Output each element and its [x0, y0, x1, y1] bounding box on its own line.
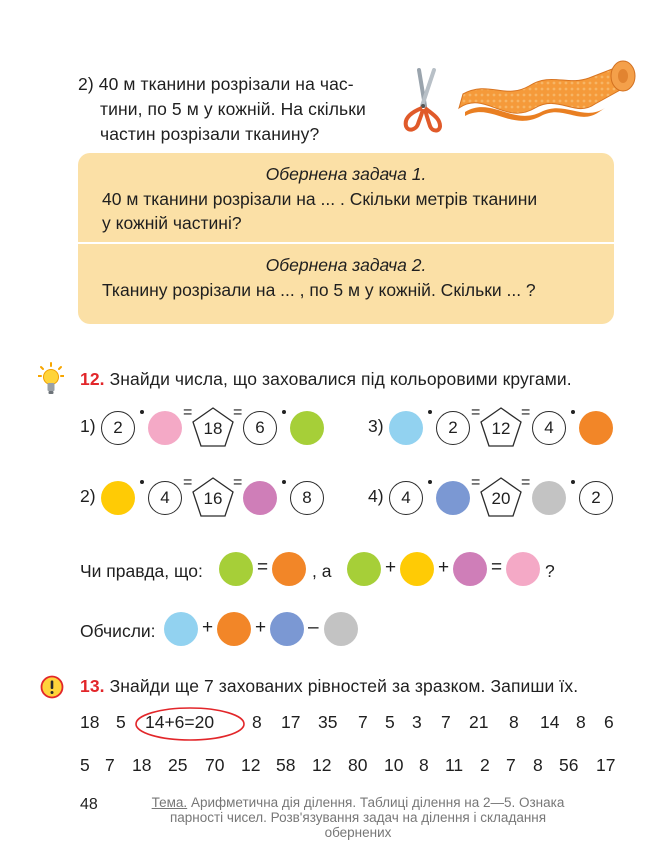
exclamation-icon — [40, 675, 64, 699]
number-cell: 8 — [509, 712, 519, 732]
equation-3-label: 3) — [368, 416, 384, 436]
number-cell: 8 — [252, 712, 262, 732]
equation-4-value-a: 4 — [401, 488, 411, 507]
plus-sign: + — [255, 617, 267, 638]
multiply-dot — [571, 410, 575, 414]
equation-2-label: 2) — [80, 486, 96, 506]
number-cell: 17 — [281, 712, 301, 732]
equation-1-circle-a — [101, 411, 135, 445]
equation-4-value-p: 20 — [491, 489, 511, 508]
hidden-circle-sky — [389, 411, 423, 445]
task-12-number: 12. — [80, 369, 105, 389]
number-cell: 18 — [80, 712, 100, 732]
equation-4-label: 4) — [368, 486, 384, 506]
number-cell: 17 — [596, 755, 616, 775]
equation-3-circle-c — [532, 411, 566, 445]
hidden-circle-blue — [436, 481, 470, 515]
equation-1-value-c: 6 — [255, 418, 265, 437]
equals-sign: = — [471, 404, 481, 421]
hidden-circle-lime — [290, 411, 324, 445]
equation-3-value-c: 4 — [544, 418, 554, 437]
number-cell: 5 — [385, 712, 395, 732]
equation-2-value-p: 16 — [203, 489, 223, 508]
number-cell: 6 — [604, 712, 614, 732]
hidden-circle-orange — [579, 411, 613, 445]
inverse-task-1-text-a: 40 м тканини розрізали на ... . Скільки метрів тканини — [102, 189, 538, 209]
number-cell: 21 — [469, 712, 489, 732]
task-12-header — [80, 367, 572, 392]
number-cell: 10 — [384, 755, 404, 775]
hidden-circle-yellow — [400, 552, 434, 586]
number-cell: 5 — [80, 755, 90, 775]
number-cell: 7 — [358, 712, 368, 732]
sample-equation: 14+6=20 — [145, 712, 215, 732]
problem-2-number: 2) — [78, 74, 94, 94]
number-cell: 11 — [445, 755, 464, 775]
truth-question-mark: ? — [545, 561, 555, 581]
hidden-circle-lime — [219, 552, 253, 586]
page-number: 48 — [80, 796, 98, 813]
hidden-circle-orange — [272, 552, 306, 586]
equation-2-value-a: 4 — [160, 488, 170, 507]
equals-sign: = — [471, 474, 481, 491]
footer-theme-label: Тема. — [151, 795, 188, 810]
plus-sign: + — [438, 557, 450, 578]
lightbulb-icon — [38, 362, 64, 396]
number-cell: 7 — [441, 712, 451, 732]
number-cell: 14 — [540, 712, 560, 732]
equation-3-value-p: 12 — [491, 419, 511, 438]
plus-sign: + — [385, 557, 397, 578]
number-cell: 5 — [116, 712, 126, 732]
multiply-dot — [140, 410, 144, 414]
number-cell: 8 — [533, 755, 543, 775]
inverse-task-1-text-b: у кожній частині? — [102, 213, 242, 233]
number-cell: 56 — [559, 755, 579, 775]
inverse-task-2-title: Обернена задача 2. — [265, 255, 427, 275]
hidden-circle-purple — [243, 481, 277, 515]
number-cell: 12 — [241, 755, 261, 775]
hidden-circle-blue — [270, 612, 304, 646]
hidden-circle-lime — [347, 552, 381, 586]
multiply-dot — [571, 480, 575, 484]
multiply-dot — [140, 480, 144, 484]
equals-sign: = — [521, 474, 531, 491]
hidden-circle-gray — [324, 612, 358, 646]
number-cell: 70 — [205, 755, 225, 775]
number-cell: 2 — [480, 755, 490, 775]
number-cell: 7 — [105, 755, 115, 775]
number-cell: 12 — [312, 755, 332, 775]
hidden-circle-pink — [506, 552, 540, 586]
task-13-header — [80, 674, 578, 699]
hidden-circle-gray — [532, 481, 566, 515]
hidden-circle-purple — [453, 552, 487, 586]
task-13-text: Знайди ще 7 захованих рівностей за зразком. Запиши їх. — [109, 676, 579, 696]
problem-2-line1: 40 м тканини розрізали на час- — [98, 74, 354, 94]
inverse-task-1 — [78, 153, 614, 242]
number-cell: 8 — [419, 755, 429, 775]
equation-1-value-a: 2 — [113, 418, 123, 437]
number-cell: 58 — [276, 755, 296, 775]
multiply-dot — [282, 480, 286, 484]
equation-1-pentagon — [192, 407, 234, 447]
number-cell: 80 — [348, 755, 368, 775]
equation-2-circle-a — [148, 481, 182, 515]
sample-highlight-ellipse — [134, 706, 246, 742]
equals-sign: = — [491, 557, 503, 578]
hidden-circle-sky — [164, 612, 198, 646]
equals-sign: = — [183, 474, 193, 491]
hidden-circle-orange — [217, 612, 251, 646]
number-cell: 7 — [506, 755, 516, 775]
number-cell: 8 — [576, 712, 586, 732]
equals-sign: = — [233, 404, 243, 421]
equation-4-circle-c — [579, 481, 613, 515]
plus-sign: + — [202, 617, 214, 638]
equals-sign: = — [521, 404, 531, 421]
number-row-2 — [78, 755, 618, 779]
equals-sign: = — [257, 557, 269, 578]
fabric-roll-image — [455, 56, 637, 132]
equation-2-pentagon — [192, 477, 234, 517]
equation-1-circle-c — [243, 411, 277, 445]
equation-4-circle-a — [389, 481, 423, 515]
hidden-circle-pink — [148, 411, 182, 445]
equals-sign: = — [183, 404, 193, 421]
minus-sign: – — [308, 617, 319, 638]
truth-question-and: , а — [312, 561, 332, 581]
number-cell: 25 — [168, 755, 188, 775]
problem-2-line2: тини, по 5 м у кожній. На скільки — [100, 99, 366, 119]
footer-theme — [148, 795, 568, 840]
equation-3-circle-a — [436, 411, 470, 445]
task-13-number: 13. — [80, 676, 105, 696]
inverse-task-2-text: Тканину розрізали на ... , по 5 м у кожній. Скільки ... ? — [102, 280, 536, 300]
equation-4-pentagon — [480, 477, 522, 517]
multiply-dot — [428, 480, 432, 484]
number-cell: 3 — [412, 712, 422, 732]
multiply-dot — [282, 410, 286, 414]
hidden-circle-yellow — [101, 481, 135, 515]
multiply-dot — [428, 410, 432, 414]
equation-1-label: 1) — [80, 416, 96, 436]
number-cell: 18 — [132, 755, 152, 775]
equation-2-circle-c — [290, 481, 324, 515]
truth-question-text: Чи правда, що: — [80, 561, 203, 581]
compute-text: Обчисли: — [80, 621, 156, 641]
inverse-tasks-box — [78, 153, 614, 324]
task-12-text: Знайди числа, що заховалися під кольоровими кругами. — [109, 369, 572, 389]
equation-4-value-c: 2 — [591, 488, 601, 507]
equals-sign: = — [233, 474, 243, 491]
inverse-task-1-title: Обернена задача 1. — [265, 164, 427, 184]
scissors-icon — [398, 68, 448, 136]
problem-2-line3: частин розрізали тканину? — [100, 124, 320, 144]
inverse-task-2 — [78, 244, 614, 324]
equation-3-pentagon — [480, 407, 522, 447]
equation-1-value-p: 18 — [203, 419, 223, 438]
equation-3-value-a: 2 — [448, 418, 458, 437]
footer-theme-text: Арифметична дія ділення. Таблиці ділення на 2—5. Ознака парності чисел. Розв'язування задач на ділення і складання обернених — [169, 795, 565, 840]
number-cell: 35 — [318, 712, 338, 732]
equation-2-value-c: 8 — [302, 488, 312, 507]
problem-2 — [78, 72, 388, 147]
